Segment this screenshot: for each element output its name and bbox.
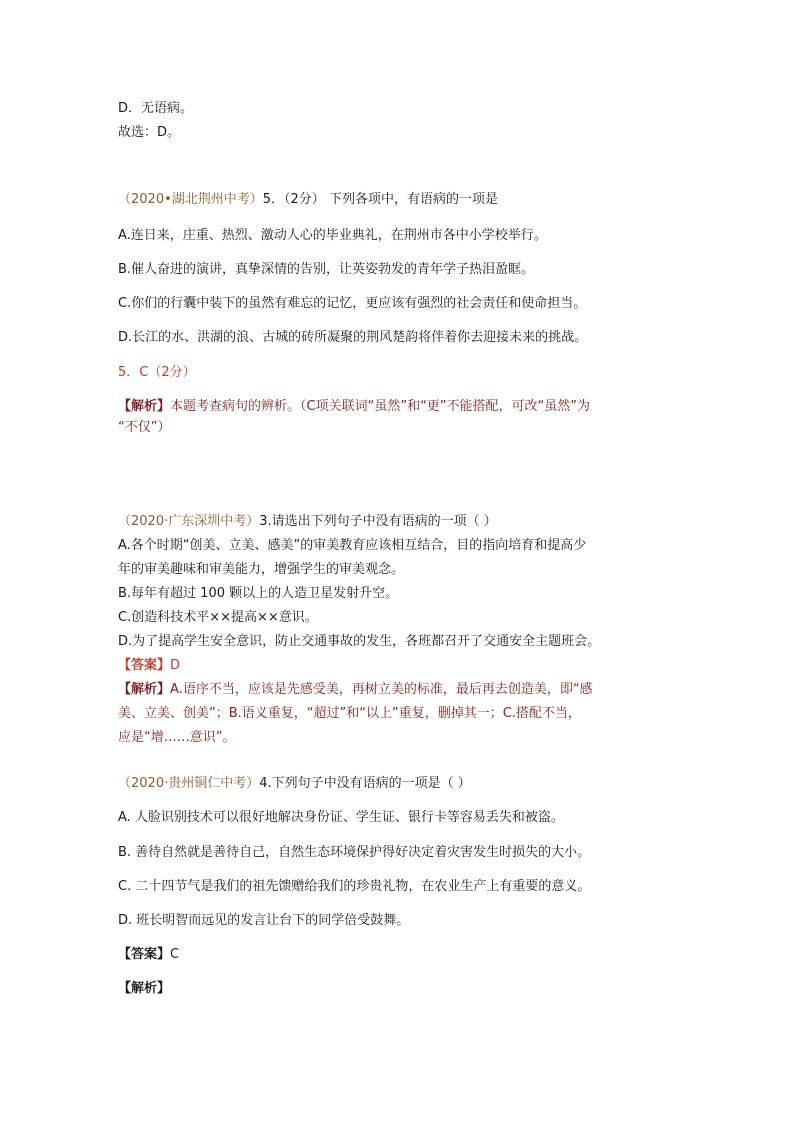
q3-option-b: B. 善待自然就是善待自己，自然生态环境保护得好决定着灾害发生时损失的大小。 [118, 845, 591, 860]
q1-analysis-label: 【解析】 [118, 399, 171, 414]
q1-source: （2020•湖北荆州中考） [118, 192, 263, 207]
q2-option-d: D.为了提高学生安全意识，防止交通事故的发生，各班都召开了交通安全主题班会。 [118, 634, 601, 649]
q1-option-a: A.连日来，庄重、热烈、激动人心的毕业典礼，在荆州市各中小学校举行。 [118, 228, 547, 243]
q2-option-c: C.创造科技术平××提高××意识。 [118, 610, 318, 625]
q3-answer-line [118, 946, 179, 964]
q2-stem-line [118, 513, 497, 531]
q3-stem-line [118, 775, 471, 793]
q2-answer: D [170, 658, 181, 673]
q1-analysis-line-1 [118, 398, 590, 416]
q1-option-b: B.催人奋进的演讲，真挚深情的告别，让英姿勃发的青年学子热泪盈眶。 [118, 262, 535, 277]
q2-analysis-label: 【解析】 [118, 682, 171, 697]
q3-answer: C [170, 947, 180, 962]
q1-option-d: D.长江的水、洪湖的浪、古城的砖所凝聚的荆风楚韵将伴着你去迎接未来的挑战。 [118, 330, 588, 345]
q2-stem: 3.请选出下列句子中没有语病的一项（ ） [259, 514, 497, 529]
q3-stem: 4.下列句子中没有语病的一项是（ ） [259, 776, 471, 791]
q3-answer-label: 【答案】 [118, 947, 171, 962]
q3-option-d: D. 班长明智而远见的发言让台下的同学倍受鼓舞。 [118, 913, 410, 928]
prev-choice: 故选：D。 [118, 125, 181, 140]
q2-analysis-line-3: 应是“增……意识”。 [118, 730, 236, 745]
q1-stem-line [118, 191, 498, 209]
q2-analysis-line-1 [118, 681, 593, 699]
q2-option-a-line-1: A.各个时期“创美、立美、感美”的审美教育应该相互结合，目的指向培育和提高少 [118, 538, 587, 553]
q2-answer-label: 【答案】 [118, 658, 171, 673]
prev-option-d: D．无语病。 [118, 101, 194, 116]
q2-option-a-line-2: 年的审美趣味和审美能力，增强学生的审美观念。 [118, 562, 405, 577]
q2-answer-line [118, 657, 180, 675]
q2-option-b: B.每年有超过 100 颗以上的人造卫星发射升空。 [118, 586, 399, 601]
q3-source: （2020·贵州铜仁中考） [118, 776, 260, 791]
q3-analysis-label: 【解析】 [118, 981, 171, 996]
q1-analysis-text-1: 本题考查病句的辨析。（C项关联词“虽然”和“更”不能搭配，可改“虽然”为 [170, 399, 591, 414]
q2-analysis-line-2: 美、立美、创美”；B.语义重复，“超过”和“以上”重复，删掉其一；C.搭配不当， [118, 706, 581, 721]
q3-option-a: A. 人脸识别技术可以很好地解决身份证、学生证、银行卡等容易丢失和被盗。 [118, 810, 564, 825]
q1-answer: 5．C（2分） [118, 365, 196, 380]
q1-option-c: C.你们的行囊中装下的虽然有难忘的记忆，更应该有强烈的社会责任和使命担当。 [118, 296, 587, 311]
q2-analysis-text-1: A.语序不当，应该是先感受美，再树立美的标准，最后再去创造美，即“感 [170, 682, 593, 697]
q1-stem: 5．（2分） 下列各项中，有语病的一项是 [262, 192, 498, 207]
q2-source: （2020·广东深圳中考） [118, 514, 260, 529]
q1-analysis-line-2: “不仅”） [118, 420, 171, 435]
q3-option-c: C. 二十四节气是我们的祖先馈赠给我们的珍贵礼物，在农业生产上有重要的意义。 [118, 879, 591, 894]
